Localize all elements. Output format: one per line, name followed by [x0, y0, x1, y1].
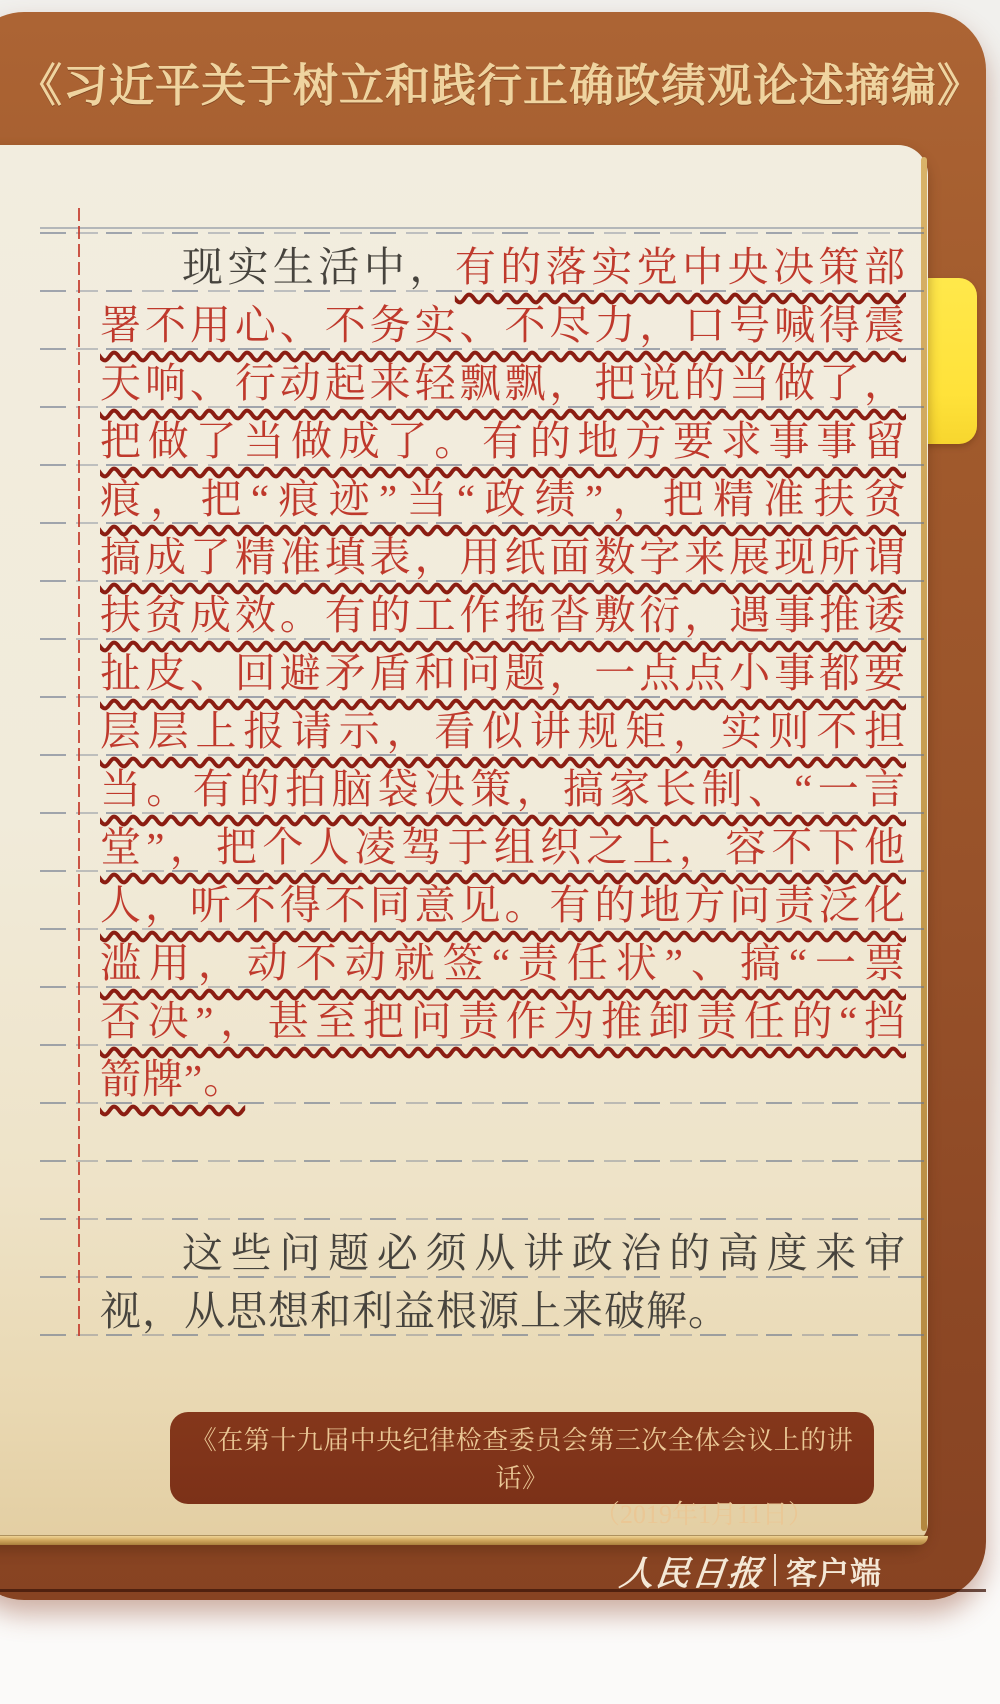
highlighted-text: 箭牌”。: [100, 1056, 246, 1102]
highlighted-text: 署不用心、不务实、不尽力，口号喊得震: [100, 302, 906, 348]
body-text: 视，从思想和利益根源上来破解。: [100, 1288, 730, 1334]
highlighted-text: 当。有的拍脑袋决策，搞家长制、“一言: [100, 766, 906, 812]
brand-suffix-label: 客户端: [786, 1555, 882, 1591]
highlighted-text: 把做了当做成了。有的地方要求事事留: [100, 418, 906, 464]
page-title: 《习近平关于树立和践行正确政绩观论述摘编》: [16, 61, 983, 111]
citation-source: 《在第十九届中央纪律检查委员会第三次全体会议上的讲话》: [190, 1426, 854, 1493]
highlighted-text: 滥用，动不动就签“责任状”、搞“一票: [100, 940, 906, 986]
highlighted-text: 人，听不得不同意见。有的地方问责泛化: [100, 882, 906, 928]
brand-logo: [617, 1550, 882, 1593]
highlighted-text: 有的落实党中央决策部: [454, 244, 907, 290]
citation-date: （2019年1月11日）: [593, 1500, 814, 1529]
highlighted-text: 堂”，把个人凌驾于组织之上，容不下他: [100, 824, 906, 870]
highlighted-text: 层层上报请示，看似讲规矩，实则不担: [100, 708, 906, 754]
highlighted-text: 天响、行动起来轻飘飘，把说的当做了，: [100, 360, 906, 406]
citation-box: [170, 1412, 874, 1529]
body-text: 这些问题必须从讲政治的高度来审: [182, 1230, 906, 1276]
highlighted-text: 扯皮、回避矛盾和问题，一点点小事都要: [100, 650, 906, 696]
lead-text: 现实生活中，: [182, 244, 455, 290]
brand-script-wordmark: 人民日报: [617, 1555, 766, 1593]
highlighted-text: 否决”，甚至把问责作为推卸责任的“挡: [100, 998, 906, 1044]
text-line: [100, 1226, 906, 1284]
highlighted-text: 扶贫成效。有的工作拖沓敷衍，遇事推诿: [100, 592, 906, 638]
text-line: [100, 1284, 906, 1342]
brand-divider: [774, 1554, 776, 1586]
highlighted-text: 搞成了精准填表，用纸面数字来展现所谓: [100, 534, 906, 580]
highlighted-text: 痕，把“痕迹”当“政绩”，把精准扶贫: [100, 476, 906, 522]
